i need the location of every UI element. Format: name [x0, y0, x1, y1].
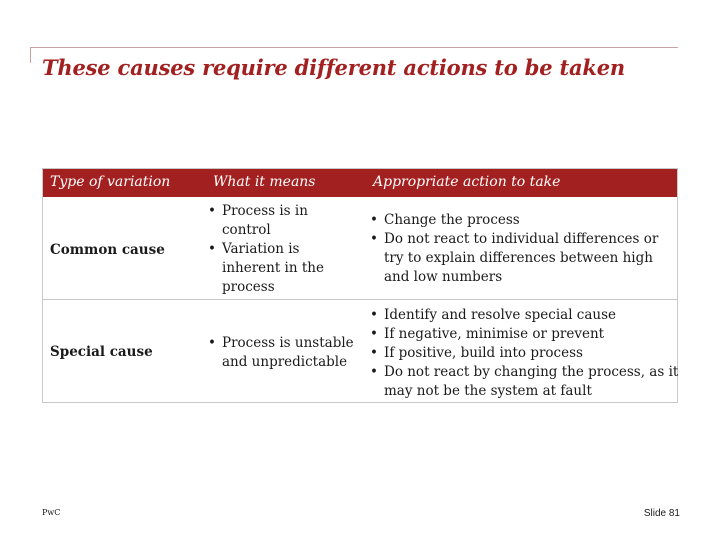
title-rule-vertical — [30, 47, 31, 63]
row-divider — [43, 299, 677, 300]
list-item: • Change the process — [370, 211, 670, 230]
header-what-it-means: What it means — [213, 174, 316, 190]
row-special-cause-actions — [370, 306, 680, 401]
footer-brand-logo: PwC — [42, 508, 61, 517]
row-common-cause-means — [208, 202, 358, 297]
row-common-cause-actions — [370, 211, 670, 287]
slide-title: These causes require different actions to be taken — [42, 55, 625, 80]
list-item: • Identify and resolve special cause — [370, 306, 680, 325]
list-item: • Variation is inherent in the process — [208, 240, 358, 297]
row-special-cause-type: Special cause — [50, 344, 153, 360]
slide-number: Slide 81 — [643, 508, 680, 519]
list-item: • Process is unstable and unpredictable — [208, 334, 378, 372]
row-special-cause-means — [208, 334, 378, 372]
header-appropriate-action: Appropriate action to take — [373, 174, 561, 190]
variation-table — [42, 168, 678, 403]
list-item: • Process is in control — [208, 202, 358, 240]
title-rule-horizontal — [30, 47, 678, 48]
list-item: • Do not react to individual differences or try to explain differences between high and low numbers — [370, 230, 670, 287]
table-header — [43, 169, 677, 197]
list-item: • Do not react by changing the process, as it may not be the system at fault — [370, 363, 680, 401]
list-item: • If negative, minimise or prevent — [370, 325, 680, 344]
list-item: • If positive, build into process — [370, 344, 680, 363]
row-common-cause-type: Common cause — [50, 242, 165, 258]
header-type-of-variation: Type of variation — [50, 174, 171, 190]
